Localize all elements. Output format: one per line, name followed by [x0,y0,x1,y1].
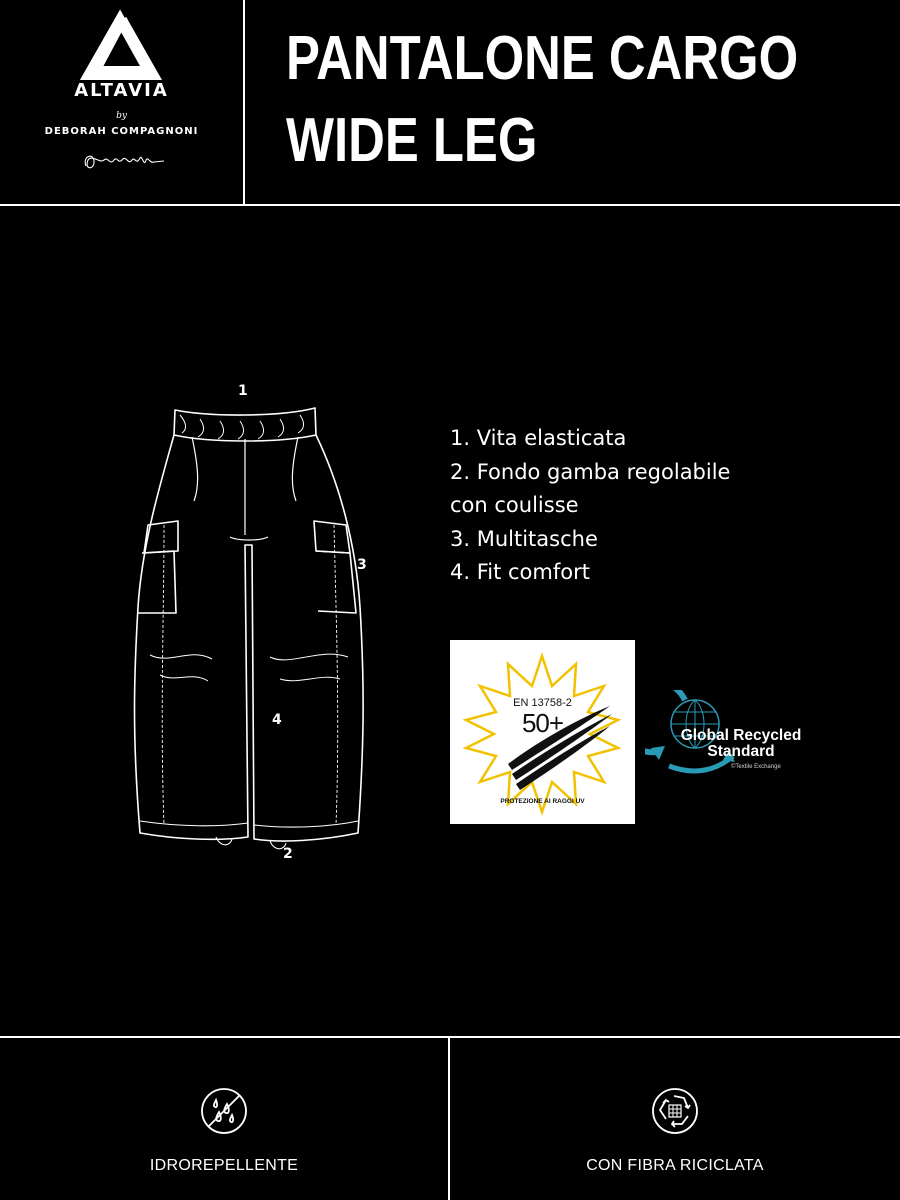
feature-item: 4. Fit comfort [450,560,590,584]
grs-title [675,728,807,760]
uv-standard: EN 13758-2 [513,697,572,709]
pants-technical-drawing [120,375,380,870]
brand-by: by [116,111,127,121]
grs-title-line1: Global Recycled [680,727,802,744]
brand-name: ALTAVIA [74,80,169,101]
signature-icon [80,148,166,176]
callout-pockets: 3 [357,557,367,573]
grs-title-line2: Standard [707,743,775,760]
uv-protection-badge [450,640,635,824]
footer-feature-water-repellent [0,1040,448,1200]
product-title [286,18,798,182]
brand-block [0,0,243,205]
uv-caption: PROTEZIONE AI RAGGI UV [500,798,585,805]
feature-item: 3. Multitasche [450,526,598,551]
recycled-fiber-icon [650,1086,700,1136]
feature-item: 1. Vita elasticata [450,426,627,450]
global-recycled-standard-logo [645,690,815,780]
header-column-divider [243,0,245,205]
footer-label-recycled: CON FIBRA RICICLATA [586,1157,764,1174]
uv-value: 50+ [521,708,564,738]
product-title-line1: PANTALONE CARGO [286,24,799,93]
footer-feature-recycled [450,1040,900,1200]
callout-waist: 1 [238,383,248,399]
feature-item: 2. Fondo gamba regolabile con coulisse [450,459,731,517]
feature-list [450,422,810,590]
footer-label-water-repellent: IDROREPELLENTE [149,1157,299,1174]
grs-owner: ©Textile Exchange [731,764,781,770]
callout-fit: 4 [272,712,282,728]
product-title-line2: WIDE LEG [286,106,538,175]
callout-hem: 2 [283,846,293,862]
brand-designer: DEBORAH COMPAGNONI [44,126,199,137]
water-repellent-icon [199,1086,249,1136]
altavia-logo-icon [78,6,164,82]
footer-divider [0,1036,900,1038]
